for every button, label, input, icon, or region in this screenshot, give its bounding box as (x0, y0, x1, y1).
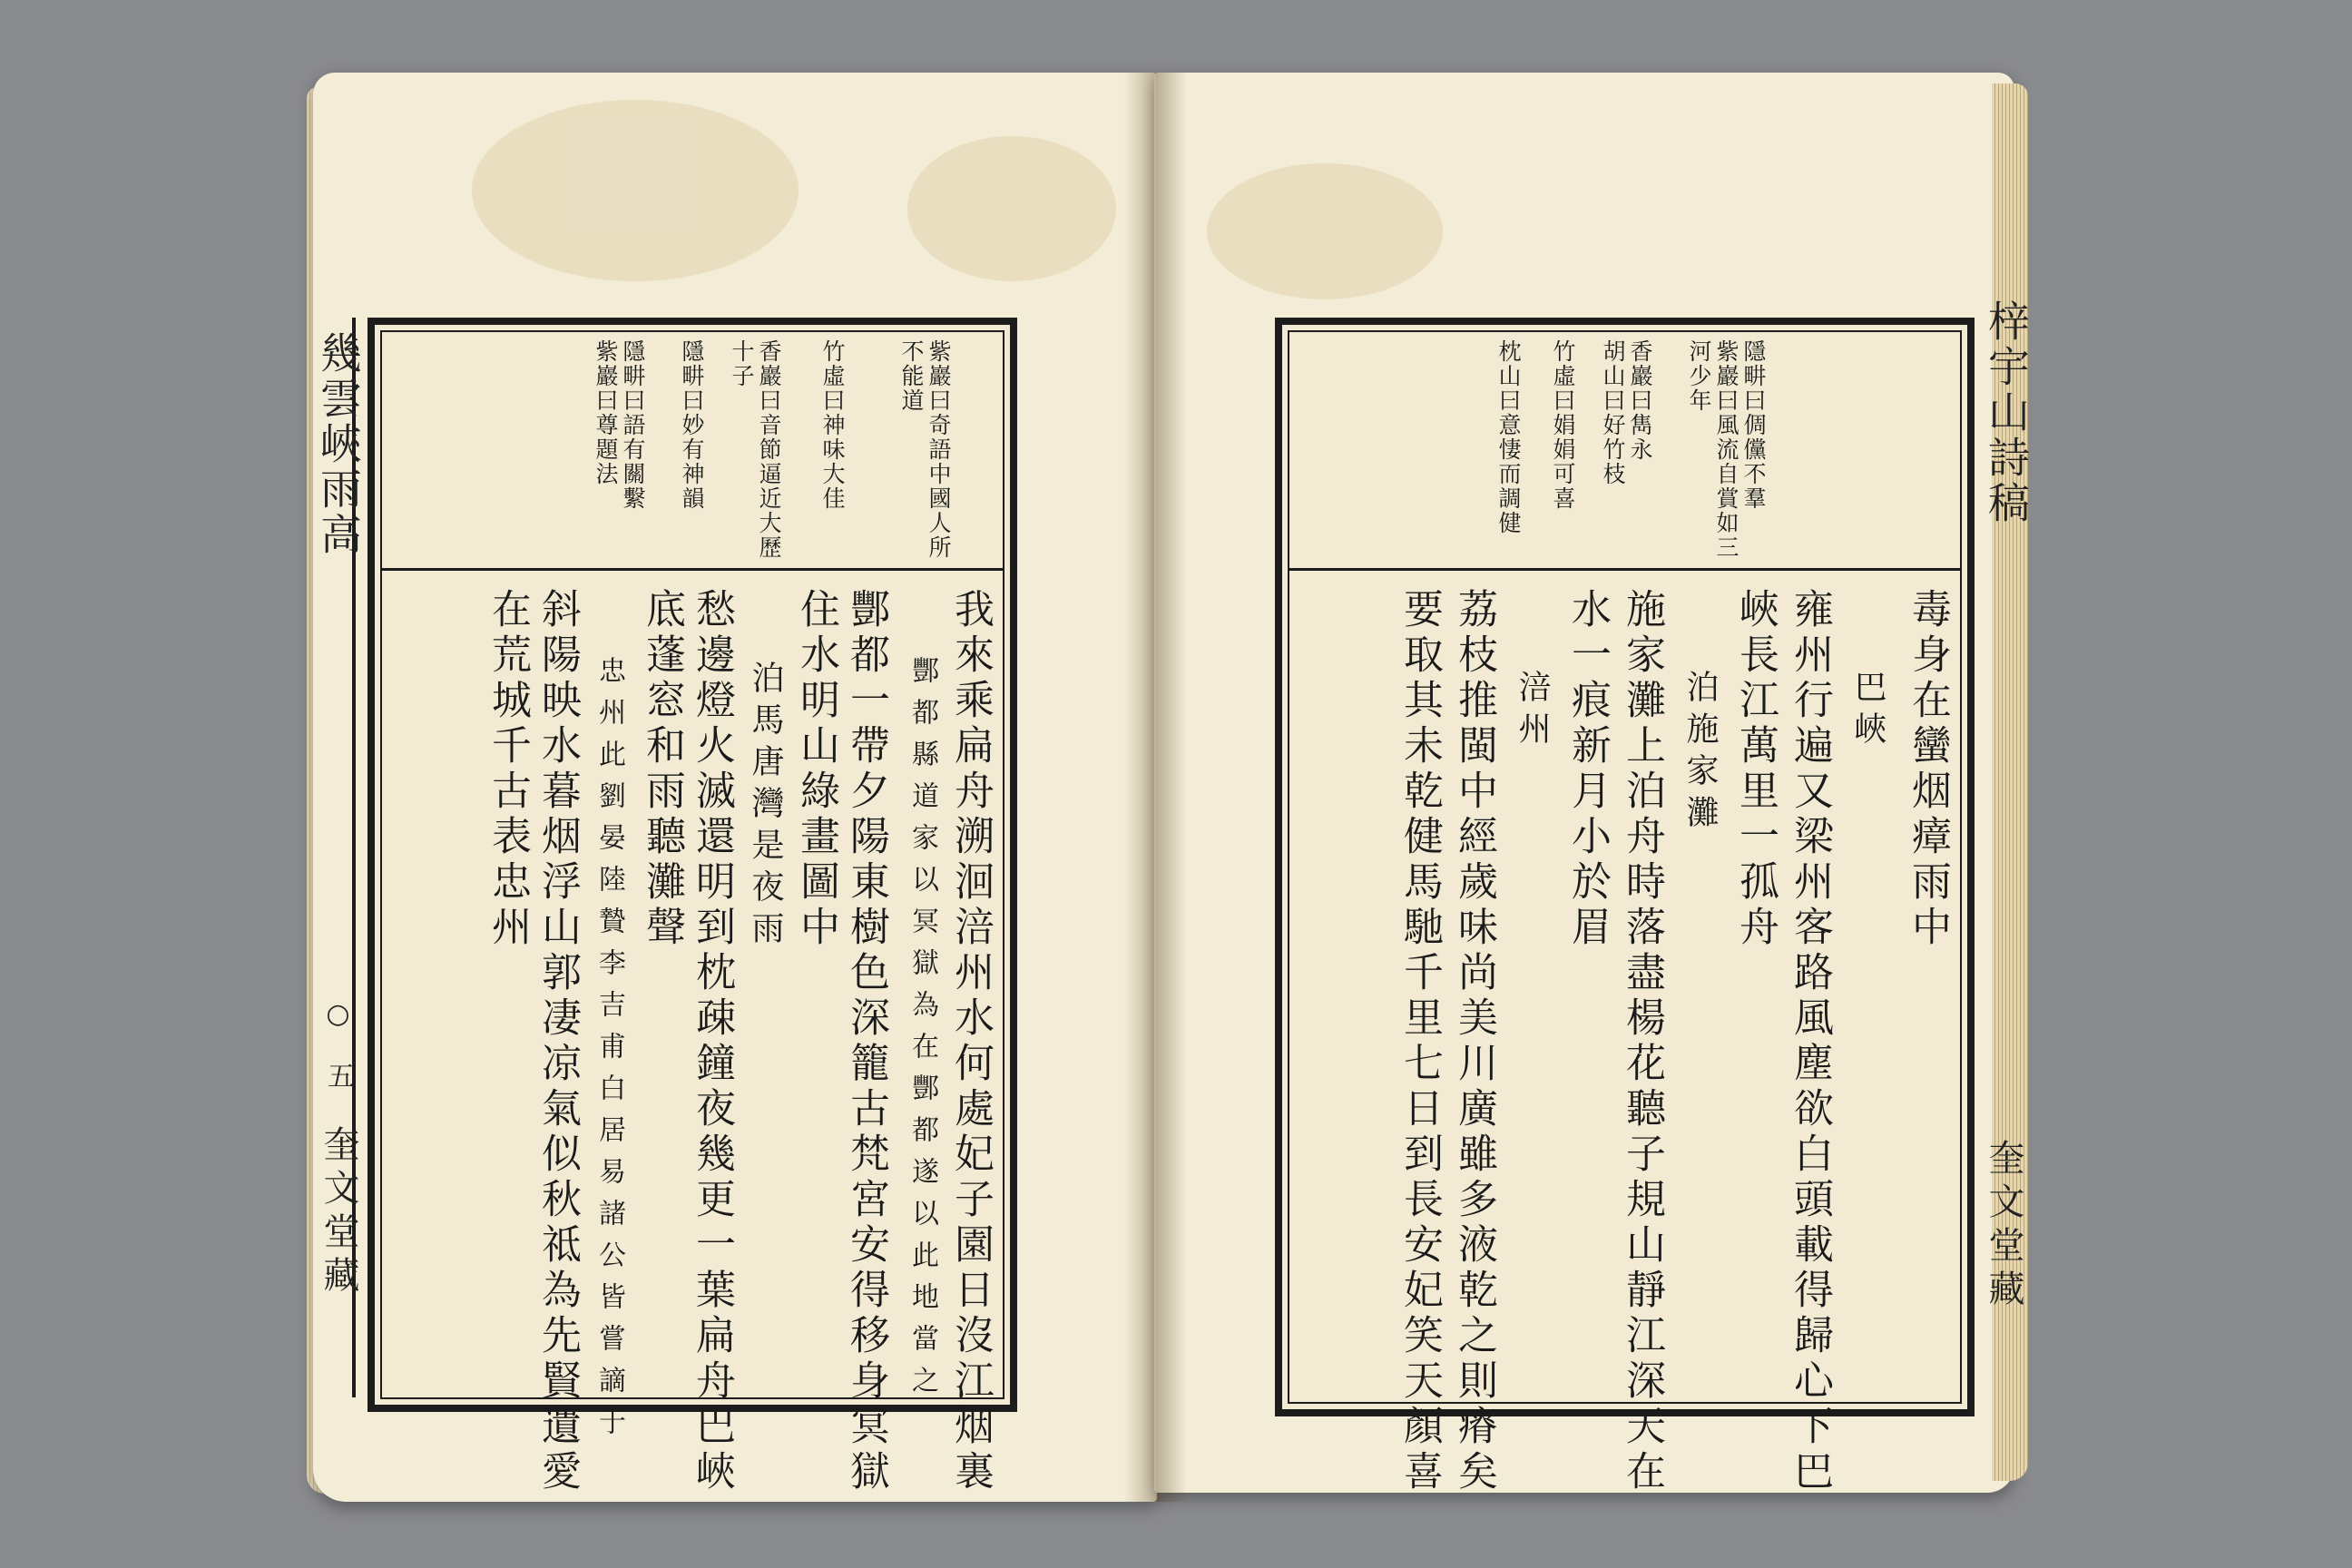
commentary-line: 枕山曰意悽而調健 (1495, 339, 1522, 535)
poem-column: 峽長江萬里一孤舟 (1732, 588, 1779, 951)
commentary-line: 隱畊曰妙有神韻 (679, 339, 705, 511)
commentary-line: 竹虛曰娟娟可喜 (1550, 339, 1576, 511)
poem-column: 荔枝推閩中經歲味尚美川廣雖多液乾之則瘠矣 (1451, 588, 1497, 1495)
commentary-line: 紫巖曰奇語中國人所 (926, 339, 952, 560)
poem-column: 在荒城千古表忠州 (485, 588, 531, 951)
poem-title: 泊馬唐灣是夜雨 (747, 661, 784, 953)
left-page-number: ○ 五 (322, 998, 354, 1089)
right-commentary-band (1289, 332, 1960, 573)
poem-column: 住水明山綠畫圖中 (793, 588, 839, 951)
right-running-title: 梓宇山詩稿 (1982, 299, 2031, 526)
commentary-line: 河少年 (1686, 339, 1712, 413)
poem-column: 施家灘上泊舟時落盡楊花聽子規山靜江深天在 (1619, 588, 1665, 1495)
poem-column: 我來乘扁舟溯洄涪州水何處妃子園日沒江烟裏 (947, 588, 994, 1495)
poem-preface: 忠州此劉晏陸贄李吉甫白居易諸公皆嘗謫于 (593, 656, 625, 1449)
commentary-line: 隱畊曰語有關繫 (620, 339, 646, 511)
poem-title: 涪州 (1514, 670, 1551, 753)
left-text-frame (368, 318, 1017, 1495)
left-commentary-band (382, 332, 1003, 573)
paper-stain (472, 100, 799, 281)
poem-preface: 酆都縣道家以冥獄為在酆都遂以此地當之 (906, 656, 938, 1407)
right-side-rule (1971, 318, 1975, 1402)
paper-stain (907, 136, 1116, 281)
poem-column: 雍州行遍又梁州客路風塵欲白頭載得歸心下巴 (1787, 588, 1833, 1495)
poem-column: 斜陽映水暮烟浮山郭凄凉氣似秋祗為先賢遺愛 (534, 588, 581, 1495)
left-publisher-mark: 奎文堂藏 (318, 1125, 359, 1299)
poem-column: 水一痕新月小於眉 (1564, 588, 1611, 951)
poem-title: 巴峽 (1849, 670, 1886, 753)
commentary-line: 紫巖曰風流自賞如三 (1713, 339, 1740, 560)
poem-column: 愁邊燈火滅還明到枕疎鐘夜幾更一葉扁舟巴峽 (689, 588, 735, 1495)
commentary-line: 香巖曰音節逼近大歷 (756, 339, 782, 560)
paper-stain (1207, 163, 1443, 299)
commentary-line: 紫巖曰尊題法 (593, 339, 619, 486)
poem-column: 要取其未乾健馬馳千里七日到長安妃笑天顏喜 (1396, 588, 1443, 1495)
poem-title: 泊施家灘 (1681, 670, 1719, 837)
commentary-line: 香巖曰雋永 (1627, 339, 1653, 462)
poem-column: 毒身在蠻烟瘴雨中 (1905, 588, 1951, 951)
book-gutter (1123, 73, 1187, 1502)
left-running-title: 幾雲峽雨高 (314, 331, 363, 558)
poem-column: 底蓬窓和雨聽灘聲 (639, 588, 685, 951)
commentary-line: 胡山曰好竹枝 (1600, 339, 1626, 486)
right-text-frame (1275, 318, 1975, 1495)
poem-column: 酆都一帶夕陽東樹色深籠古梵宮安得移身冥獄 (843, 588, 889, 1495)
commentary-line: 隱畊曰倜儻不羣 (1740, 339, 1767, 511)
commentary-line: 竹虛曰神味大佳 (819, 339, 846, 511)
right-publisher-mark: 奎文堂藏 (1983, 1139, 2024, 1313)
commentary-line: 不能道 (898, 339, 925, 413)
commentary-line: 十子 (729, 339, 755, 388)
